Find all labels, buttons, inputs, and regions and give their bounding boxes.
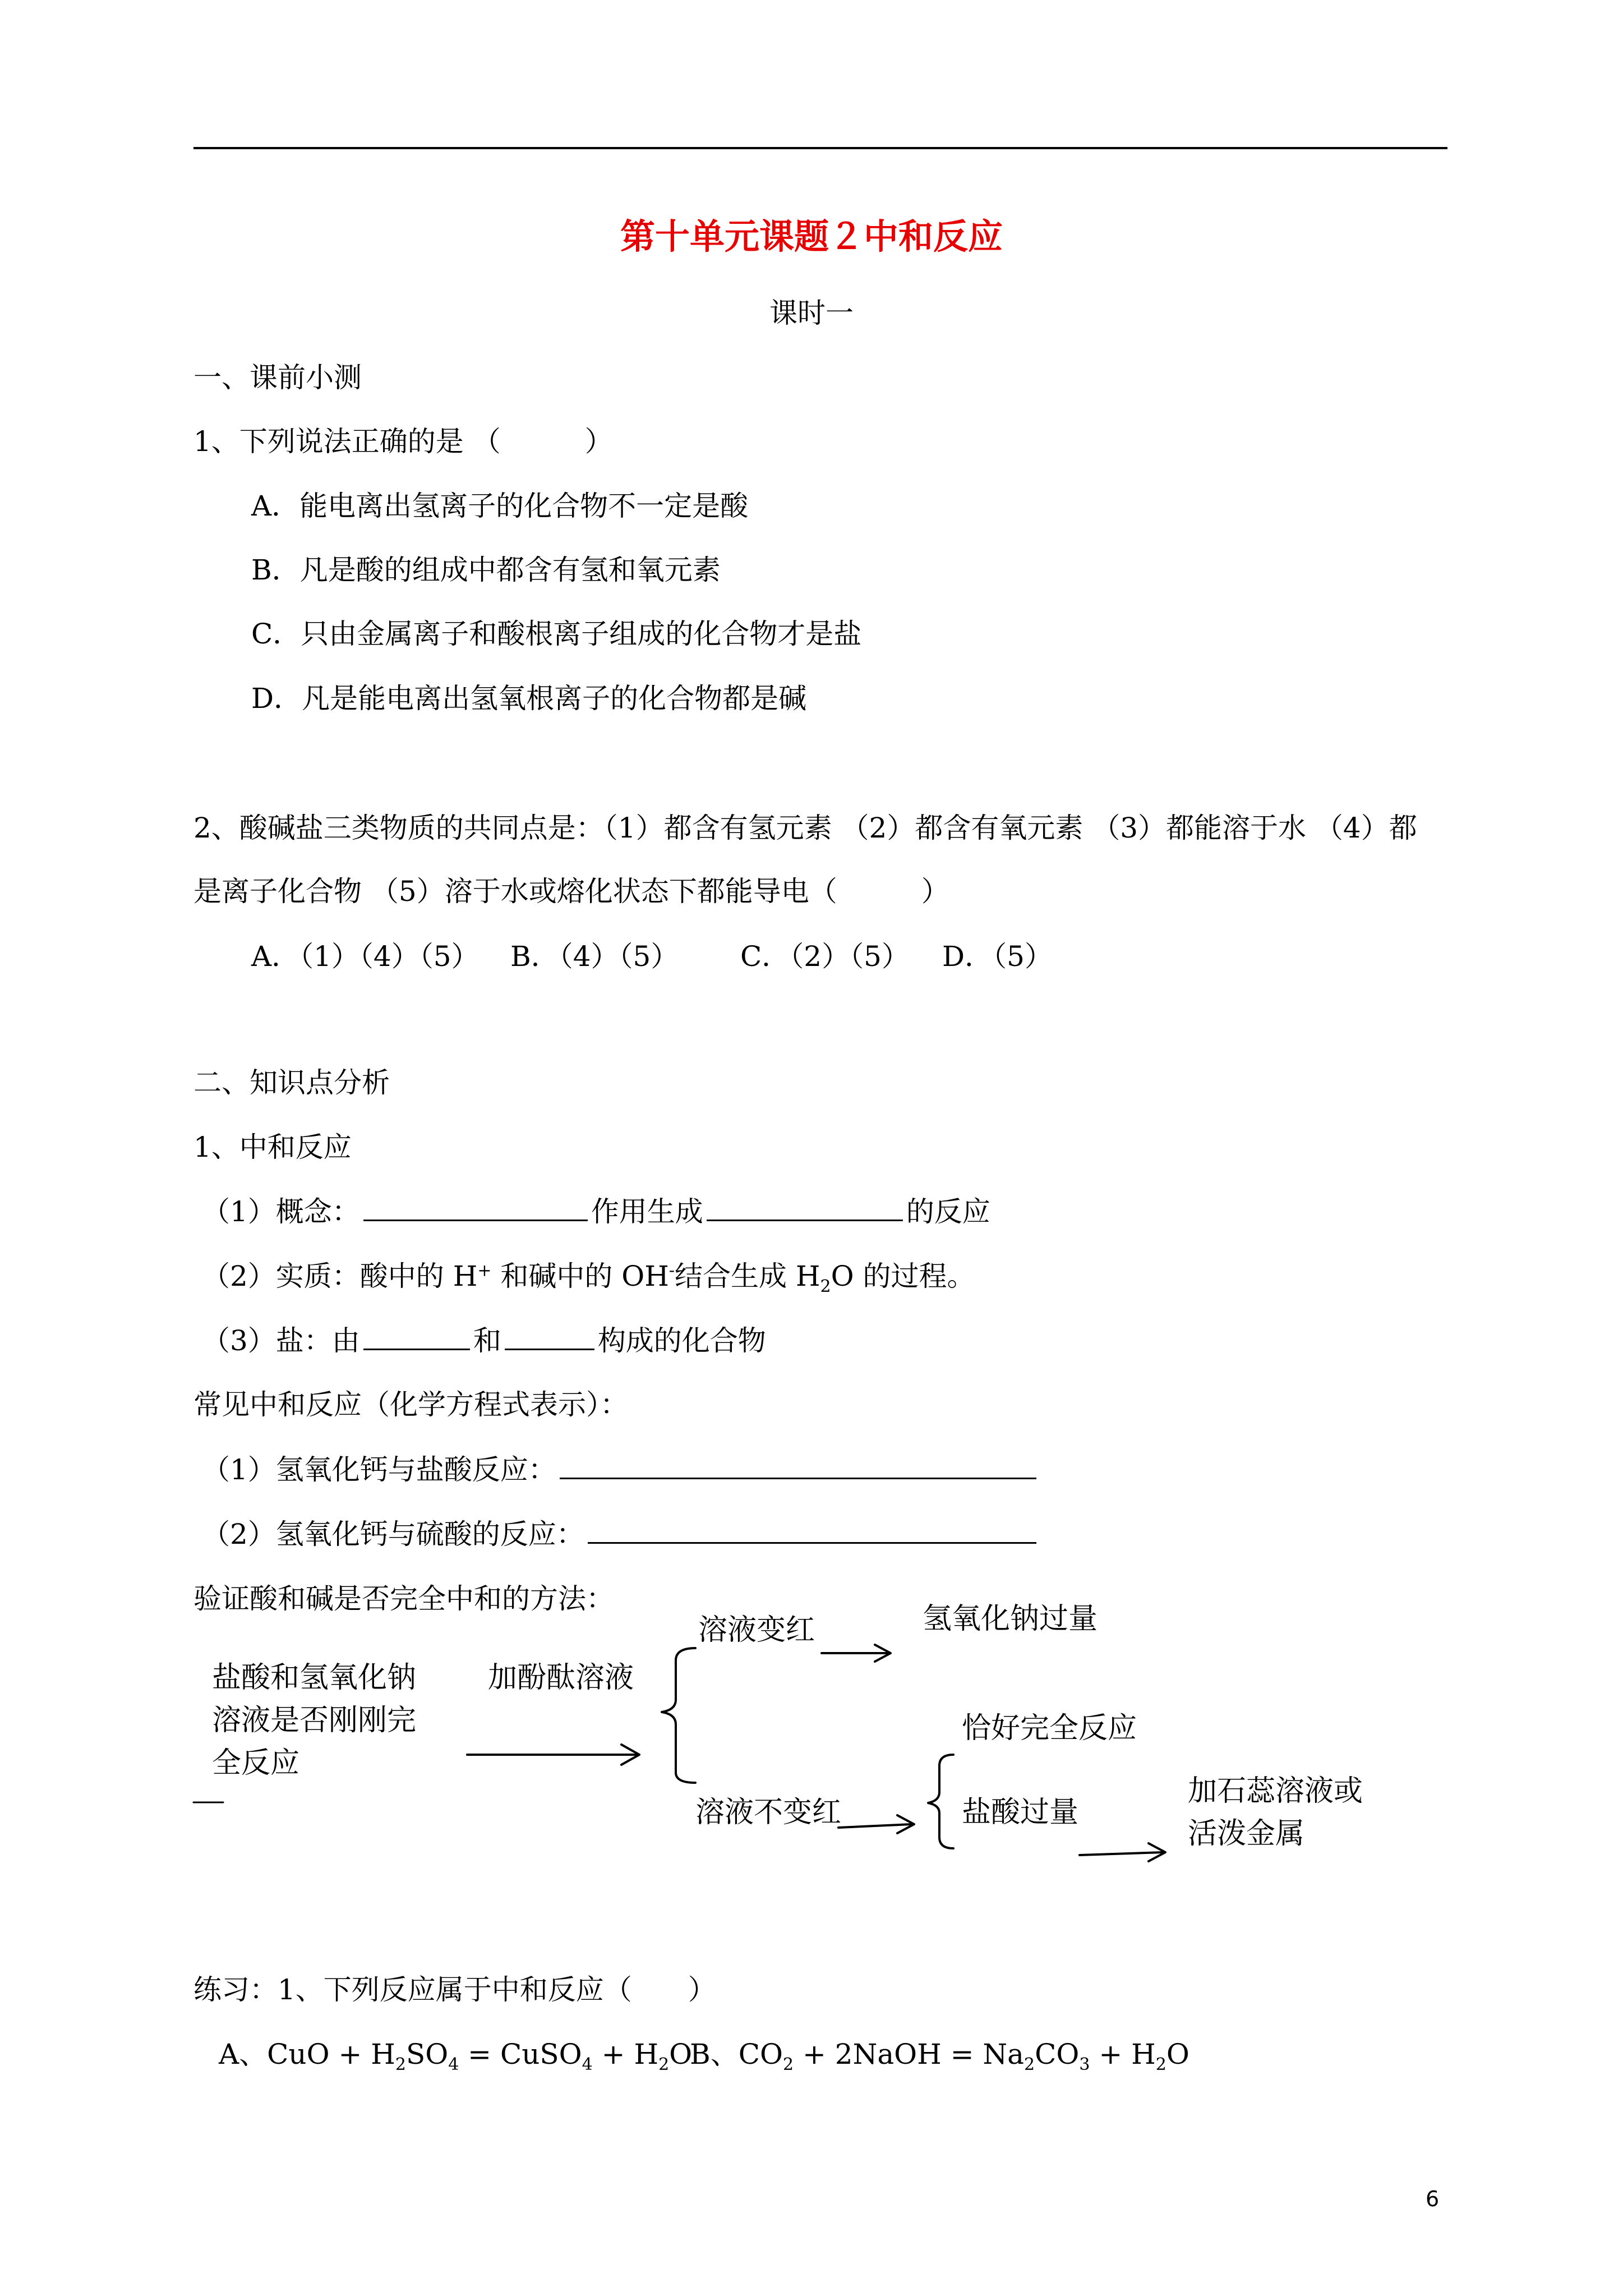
concept-blank-1[interactable] [363,1195,588,1221]
topic-neutralization: 1、中和反应 [193,1131,352,1163]
salt-blank-1[interactable] [363,1324,470,1350]
equation-1-label: （1）氢氧化钙与盐酸反应： [202,1453,556,1486]
diagram-not-red: 溶液不变红 [695,1796,842,1829]
opt-a-part-5: O [669,2038,693,2070]
essence-text-b: 和碱中的 OH [491,1260,669,1292]
diagram-exact: 恰好完全反应 [962,1711,1137,1745]
opt-a-sub-1: 2 [395,2055,406,2074]
concept-mid: 作用生成 [591,1195,703,1228]
equation-2-label: （2）氢氧化钙与硫酸的反应： [202,1518,584,1550]
opt-b-sub-3: 3 [1079,2055,1090,2074]
salt-line [202,1324,766,1358]
concept-blank-2[interactable] [707,1195,903,1221]
h-plus-sup: + [477,1260,492,1281]
question-2-option-a: A．（1）（4）（5） [251,940,479,973]
arrow-main-head [621,1745,639,1765]
diagram-hcl-excess: 盐酸过量 [962,1796,1079,1829]
question-1-option-a: A．能电离出氢离子的化合物不一定是酸 [251,490,749,522]
opt-a-sub-4: 2 [658,2055,670,2074]
arrow-red-head [875,1645,891,1662]
opt-a-part-3: = CuSO [459,2038,582,2070]
question-2-option-b: B．（4）（5） [510,940,679,973]
opt-a-part-1: A、CuO + H [219,2038,395,2070]
question-2-line-1: 2、酸碱盐三类物质的共同点是：（1）都含有氢元素 （2）都含有氧元素 （3）都能溶于水 （4）都 [193,812,1417,844]
opt-b-sub-2: 2 [1023,2055,1035,2074]
equation-2-blank[interactable] [588,1517,1036,1544]
essence-text-d: O 的过程。 [831,1260,975,1292]
arrow-not-red-head [897,1815,914,1833]
question-1-option-c: C．只由金属离子和酸根离子组成的化合物才是盐 [251,618,862,650]
diagram-add-indicator: 加酚酞溶液 [488,1661,634,1695]
essence-line [202,1259,975,1296]
concept-prefix: （1）概念： [202,1195,360,1228]
question-1-stem: 1、下列说法正确的是 （ ） [193,425,613,458]
opt-b-part-1: B、CO [690,2038,783,2070]
question-1-option-b: B．凡是酸的组成中都含有氢和氧元素 [251,554,721,586]
header-rule [193,147,1447,149]
practice-stem: 练习：1、下列反应属于中和反应（ ） [193,1973,716,2006]
section-heading-analysis: 二、知识点分析 [193,1066,390,1099]
equation-1-blank[interactable] [560,1453,1036,1479]
question-2-option-d: D．（5） [942,940,1053,973]
diagram-further-line-1: 加石蕊溶液或 [1188,1774,1363,1808]
essence-text-c: 结合生成 H [674,1260,820,1292]
arrow-further-head [1149,1843,1165,1861]
opt-b-part-5: O [1166,2038,1189,2070]
diagram-further-line-2: 活泼金属 [1188,1817,1305,1851]
diagram-start-line-3: 全反应 [212,1746,300,1780]
diagram-start-line-2: 溶液是否刚刚完 [212,1704,417,1737]
arrow-further [1080,1852,1164,1855]
lesson-subtitle: 课时一 [769,297,854,329]
equation-1-line [202,1453,1040,1487]
concept-suffix: 的反应 [906,1195,990,1228]
equation-2-line [202,1517,1040,1551]
brace-main [662,1648,695,1783]
question-2-option-c: C．（2）（5） [740,940,910,973]
section-heading-pretest: 一、课前小测 [193,361,362,394]
page-title: 第十单元课题２中和反应 [620,216,1003,257]
opt-b-part-3: CO [1035,2038,1080,2070]
diagram-naoh-excess: 氢氧化钠过量 [923,1602,1098,1636]
question-1-option-d: D．凡是能电离出氢氧根离子的化合物都是碱 [251,682,807,715]
opt-b-part-4: + H [1090,2038,1156,2070]
opt-a-part-4: + H [592,2038,659,2070]
page-number: 6 [1426,2187,1440,2211]
opt-b-sub-1: 2 [783,2055,794,2074]
question-2-line-2: 是离子化合物 （5）溶于水或熔化状态下都能导电（ ） [193,875,949,908]
salt-blank-2[interactable] [505,1324,594,1350]
h2o-sub: 2 [820,1277,831,1296]
opt-a-sub-3: 4 [582,2055,593,2074]
opt-a-part-2: SO [405,2038,449,2070]
opt-a-sub-2: 4 [448,2055,459,2074]
salt-prefix: （3）盐：由 [202,1324,360,1357]
diagram-start-line-1: 盐酸和氢氧化钠 [212,1661,417,1695]
salt-mid: 和 [473,1324,501,1357]
essence-text-a: （2）实质：酸中的 H [202,1260,478,1292]
common-reactions-heading: 常见中和反应（化学方程式表示）： [193,1388,628,1421]
practice-option-b [690,2037,1189,2074]
opt-b-sub-4: 2 [1155,2055,1166,2074]
arrow-not-red [838,1824,911,1828]
practice-option-a [219,2037,693,2074]
concept-line [202,1195,990,1228]
diagram-turn-red: 溶液变红 [698,1613,815,1647]
oh-minus-sup: - [668,1260,675,1281]
verify-heading: 验证酸和碱是否完全中和的方法： [193,1582,614,1615]
opt-b-part-2: + 2NaOH = Na [794,2038,1024,2070]
salt-suffix: 构成的化合物 [597,1324,766,1357]
brace-small [928,1755,953,1848]
